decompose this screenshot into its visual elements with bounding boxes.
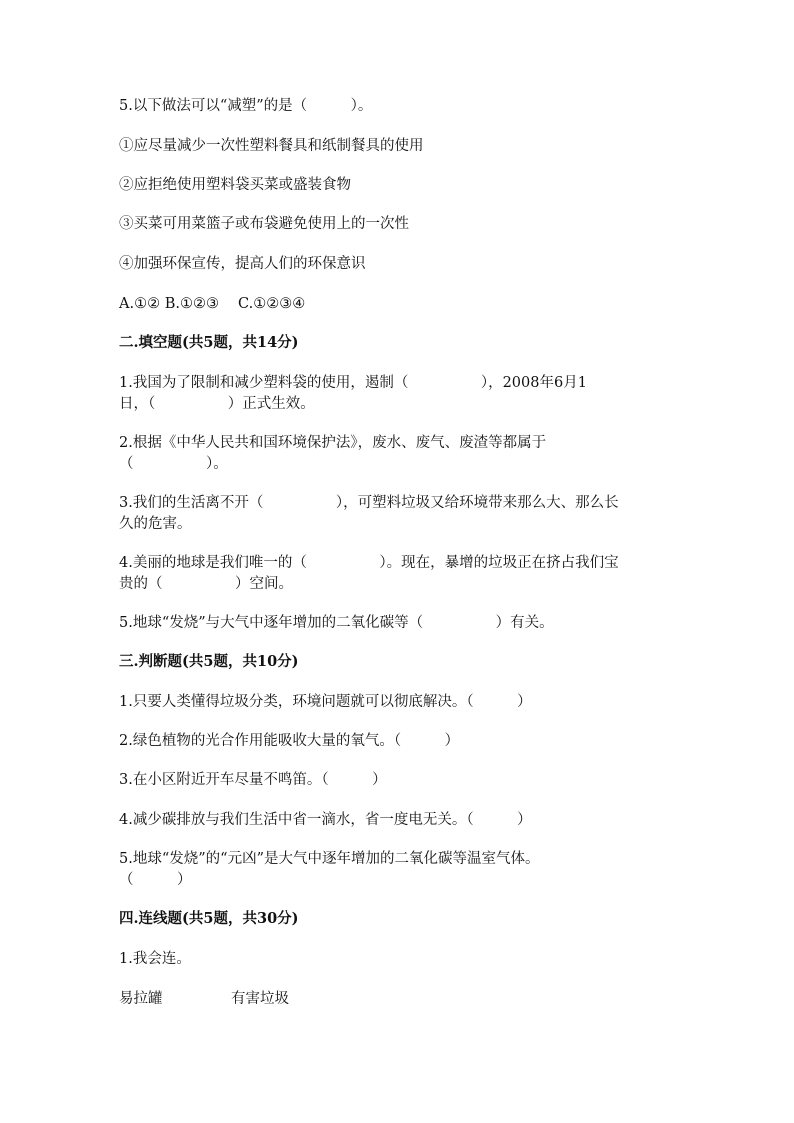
section-3-title: 三.判断题(共5题，共10分) xyxy=(119,653,299,670)
s2-q4-line1: 4.美丽的地球是我们唯一的（ ）。现在，暴增的垃圾正在挤占我们宝 xyxy=(119,555,619,571)
s2-q4-line2: 贵的（ ）空间。 xyxy=(119,576,293,592)
s2-q2-line2: （ ）。 xyxy=(119,456,228,472)
q5-stem: 5.以下做法可以“减塑”的是（ ）。 xyxy=(119,98,373,114)
s4-right-item: 有害垃圾 xyxy=(231,991,289,1007)
s3-q1: 1.只要人类懂得垃圾分类，环境问题就可以彻底解决。（ ） xyxy=(119,694,532,710)
s2-q5-line1: 5.地球“发烧”与大气中逐年增加的二氧化碳等（ ）有关。 xyxy=(119,615,554,631)
s3-q5-line1: 5.地球“发烧”的“元凶”是大气中逐年增加的二氧化碳等温室气体。 xyxy=(119,851,540,867)
q5-option-4: ④加强环保宣传，提高人们的环保意识 xyxy=(119,256,366,272)
section-4-title: 四.连线题(共5题，共30分) xyxy=(119,910,299,927)
s2-q1-line2: 日，（ ）正式生效。 xyxy=(119,396,315,412)
q5-option-2: ②应拒绝使用塑料袋买菜或盛装食物 xyxy=(119,177,351,193)
s2-q2-line1: 2.根据《中华人民共和国环境保护法》，废水、废气、废渣等都属于 xyxy=(119,435,547,451)
q5-option-1: ①应尽量减少一次性塑料餐具和纸制餐具的使用 xyxy=(119,138,424,154)
s4-q1: 1.我会连。 xyxy=(119,951,191,967)
section-2-title: 二.填空题(共5题，共14分) xyxy=(119,334,299,351)
s2-q3-line1: 3.我们的生活离不开（ ），可塑料垃圾又给环境带来那么大、那么长 xyxy=(119,495,619,511)
s3-q2: 2.绿色植物的光合作用能吸收大量的氧气。（ ） xyxy=(119,733,460,749)
s3-q3: 3.在小区附近开车尽量不鸣笛。（ ） xyxy=(119,772,387,788)
s4-left-item: 易拉罐 xyxy=(119,991,163,1007)
s3-q4: 4.减少碳排放与我们生活中省一滴水，省一度电无关。（ ） xyxy=(119,812,532,828)
q5-choices: A.①② B.①②③ C.①②③④ xyxy=(119,296,306,312)
s2-q3-line2: 久的危害。 xyxy=(119,516,192,532)
q5-option-3: ③买菜可用菜篮子或布袋避免使用上的一次性 xyxy=(119,216,409,232)
s2-q1-line1: 1.我国为了限制和减少塑料袋的使用，遏制（ ），2008年6月1 xyxy=(119,375,587,391)
s3-q5-line2: （ ） xyxy=(119,872,192,888)
